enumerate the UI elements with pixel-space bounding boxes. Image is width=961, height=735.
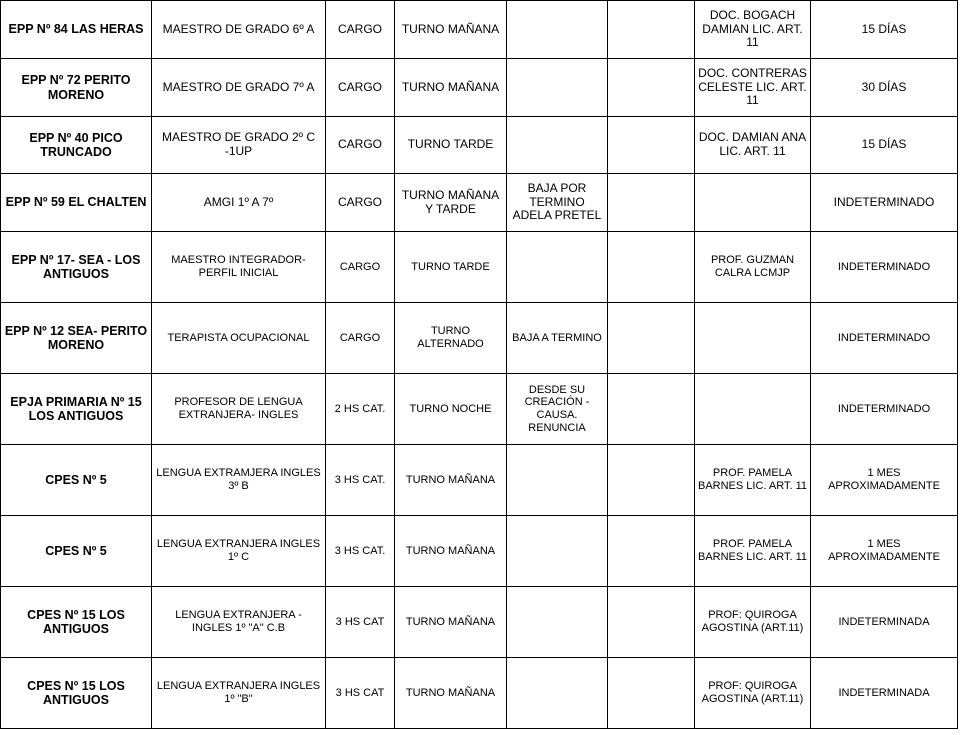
shift-cell: TURNO MAÑANA	[395, 445, 507, 516]
reason-cell	[507, 59, 608, 117]
shift-cell: TURNO TARDE	[395, 117, 507, 174]
type-cell: CARGO	[326, 117, 395, 174]
table-row	[1, 658, 958, 729]
duration-cell: INDETERMINADO	[811, 374, 958, 445]
table-row	[1, 117, 958, 174]
empty-cell	[608, 587, 695, 658]
shift-cell: TURNO ALTERNADO	[395, 303, 507, 374]
type-cell: CARGO	[326, 59, 395, 117]
empty-cell	[608, 59, 695, 117]
school-cell: CPES Nº 15 LOS ANTIGUOS	[1, 658, 152, 729]
replaces-cell: PROF. PAMELA BARNES LIC. ART. 11	[695, 445, 811, 516]
reason-cell	[507, 232, 608, 303]
position-cell: AMGI 1º A 7º	[152, 174, 326, 232]
school-cell: EPP Nº 12 SEA- PERITO MORENO	[1, 303, 152, 374]
table-row	[1, 232, 958, 303]
replaces-cell	[695, 374, 811, 445]
table-row	[1, 303, 958, 374]
school-cell: EPJA PRIMARIA Nº 15 LOS ANTIGUOS	[1, 374, 152, 445]
duration-cell: INDETERMINADO	[811, 303, 958, 374]
table-row	[1, 59, 958, 117]
shift-cell: TURNO MAÑANA	[395, 587, 507, 658]
shift-cell: TURNO MAÑANA	[395, 516, 507, 587]
position-cell: LENGUA EXTRAMJERA INGLES 3º B	[152, 445, 326, 516]
empty-cell	[608, 174, 695, 232]
school-cell: EPP Nº 84 LAS HERAS	[1, 1, 152, 59]
empty-cell	[608, 232, 695, 303]
type-cell: CARGO	[326, 174, 395, 232]
empty-cell	[608, 374, 695, 445]
reason-cell: BAJA A TERMINO	[507, 303, 608, 374]
replaces-cell: PROF. GUZMAN CALRA LCMJP	[695, 232, 811, 303]
replaces-cell: PROF: QUIROGA AGOSTINA (ART.11)	[695, 587, 811, 658]
reason-cell	[507, 117, 608, 174]
reason-cell	[507, 658, 608, 729]
shift-cell: TURNO MAÑANA	[395, 59, 507, 117]
reason-cell: DESDE SU CREACIÓN - CAUSA. RENUNCIA	[507, 374, 608, 445]
shift-cell: TURNO MAÑANA	[395, 1, 507, 59]
empty-cell	[608, 516, 695, 587]
school-cell: EPP Nº 59 EL CHALTEN	[1, 174, 152, 232]
shift-cell: TURNO MAÑANA	[395, 658, 507, 729]
duration-cell: INDETERMINADO	[811, 232, 958, 303]
replaces-cell: DOC. CONTRERAS CELESTE LIC. ART. 11	[695, 59, 811, 117]
type-cell: 3 HS CAT	[326, 587, 395, 658]
duration-cell: 15 DÍAS	[811, 117, 958, 174]
empty-cell	[608, 445, 695, 516]
position-cell: MAESTRO DE GRADO 2º C -1UP	[152, 117, 326, 174]
reason-cell	[507, 516, 608, 587]
type-cell: CARGO	[326, 1, 395, 59]
type-cell: 3 HS CAT.	[326, 445, 395, 516]
replaces-cell: DOC. BOGACH DAMIAN LIC. ART. 11	[695, 1, 811, 59]
position-cell: MAESTRO DE GRADO 7º A	[152, 59, 326, 117]
reason-cell	[507, 445, 608, 516]
table-row	[1, 374, 958, 445]
replaces-cell: PROF: QUIROGA AGOSTINA (ART.11)	[695, 658, 811, 729]
duration-cell: INDETERMINADA	[811, 658, 958, 729]
school-cell: CPES Nº 15 LOS ANTIGUOS	[1, 587, 152, 658]
duration-cell: 1 MES APROXIMADAMENTE	[811, 516, 958, 587]
reason-cell: BAJA POR TERMINO ADELA PRETEL	[507, 174, 608, 232]
school-cell: CPES Nº 5	[1, 516, 152, 587]
position-cell: TERAPISTA OCUPACIONAL	[152, 303, 326, 374]
position-cell: LENGUA EXTRANJERA INGLES 1º "B"	[152, 658, 326, 729]
table-row	[1, 587, 958, 658]
replaces-cell	[695, 303, 811, 374]
duration-cell: 1 MES APROXIMADAMENTE	[811, 445, 958, 516]
empty-cell	[608, 1, 695, 59]
duration-cell: INDETERMINADO	[811, 174, 958, 232]
type-cell: 2 HS CAT.	[326, 374, 395, 445]
empty-cell	[608, 303, 695, 374]
empty-cell	[608, 658, 695, 729]
position-cell: PROFESOR DE LENGUA EXTRANJERA- INGLES	[152, 374, 326, 445]
replaces-cell: DOC. DAMIAN ANA LIC. ART. 11	[695, 117, 811, 174]
duration-cell: 15 DÍAS	[811, 1, 958, 59]
duration-cell: 30 DÍAS	[811, 59, 958, 117]
type-cell: 3 HS CAT.	[326, 516, 395, 587]
empty-cell	[608, 117, 695, 174]
table-row	[1, 516, 958, 587]
replaces-cell	[695, 174, 811, 232]
reason-cell	[507, 1, 608, 59]
table-row	[1, 174, 958, 232]
shift-cell: TURNO NOCHE	[395, 374, 507, 445]
shift-cell: TURNO TARDE	[395, 232, 507, 303]
school-cell: EPP Nº 40 PICO TRUNCADO	[1, 117, 152, 174]
shift-cell: TURNO MAÑANA Y TARDE	[395, 174, 507, 232]
duration-cell: INDETERMINADA	[811, 587, 958, 658]
position-cell: MAESTRO DE GRADO 6º A	[152, 1, 326, 59]
school-cell: CPES Nº 5	[1, 445, 152, 516]
type-cell: CARGO	[326, 232, 395, 303]
table-row	[1, 1, 958, 59]
reason-cell	[507, 587, 608, 658]
position-cell: LENGUA EXTRANJERA INGLES 1º C	[152, 516, 326, 587]
school-cell: EPP Nº 17- SEA - LOS ANTIGUOS	[1, 232, 152, 303]
type-cell: 3 HS CAT	[326, 658, 395, 729]
position-cell: LENGUA EXTRANJERA - INGLES 1º "A" C.B	[152, 587, 326, 658]
table-row	[1, 445, 958, 516]
type-cell: CARGO	[326, 303, 395, 374]
school-cell: EPP Nº 72 PERITO MORENO	[1, 59, 152, 117]
replaces-cell: PROF. PAMELA BARNES LIC. ART. 11	[695, 516, 811, 587]
position-cell: MAESTRO INTEGRADOR- PERFIL INICIAL	[152, 232, 326, 303]
